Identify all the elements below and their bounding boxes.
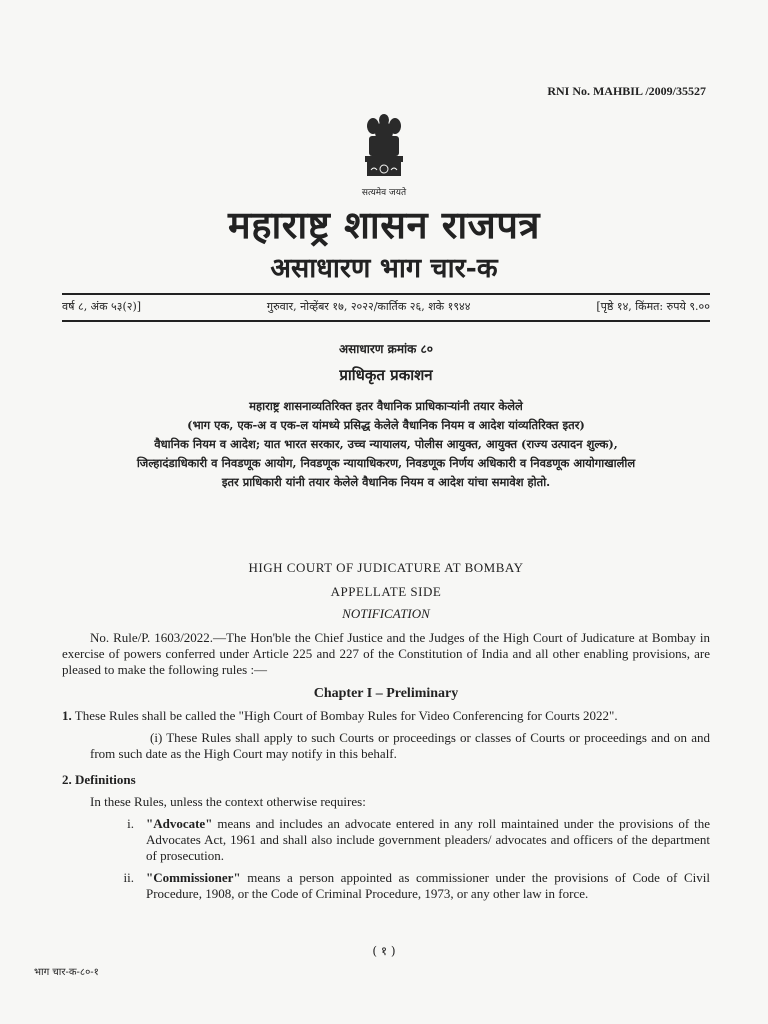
notification-preamble: No. Rule/P. 1603/2022.—The Hon'ble the Chief Justice and the Judges of the High Court of Judicature at Bombay in exercise of powers conferred under Article 225 and 227 of the Constitution of India and all other enabling provisions, are pleased to make the following rules :— (62, 630, 710, 677)
gazette-description-line: इतर प्राधिकारी यांनी तयार केलेले वैधानिक नियम व आदेश यांचा समावेश होतो. (221, 475, 551, 489)
rni-number: RNI No. MAHBIL /2009/35527 (547, 84, 706, 98)
definition-number: ii. (123, 870, 134, 885)
rule-1-subclause: (i) These Rules shall apply to such Courts or proceedings or classes of Courts or proceedings and on and from such date as the High Court may notify in this behalf. (90, 730, 710, 761)
rule-2-intro: In these Rules, unless the context otherwise requires: (90, 794, 366, 809)
gazette-header-block (62, 340, 710, 492)
gazette-subtitle: असाधारण भाग चार-क (270, 253, 498, 284)
definition-text (146, 816, 710, 864)
issue-volume: वर्ष ८, अंक ५३(२)] (62, 300, 142, 313)
definition-term: "Commissioner" (146, 870, 241, 885)
page-number: ( १ ) (372, 944, 396, 958)
definition-item (62, 870, 710, 902)
definition-number: i. (127, 816, 134, 831)
notification-body (62, 560, 710, 908)
emblem-motto: सत्यमेव जयते (361, 188, 407, 198)
rule-1-text: These Rules shall be called the "High Court of Bombay Rules for Video Conferencing for Courts 2022". (74, 708, 618, 723)
issue-price: [पृष्ठे १४, किंमत: रुपये ९.०० (596, 300, 710, 313)
court-side: APPELLATE SIDE (330, 584, 442, 599)
notification-heading: NOTIFICATION (342, 606, 430, 621)
definitions-list (62, 816, 710, 902)
definition-item (62, 816, 710, 864)
gazette-description-line: वैधानिक नियम व आदेश; यात भारत सरकार, उच्च न्यायालय, पोलीस आयुक्त, आयुक्त (राज्य उत्पादन शुल्क), (154, 437, 618, 451)
authorized-publication: प्राधिकृत प्रकाशन (339, 366, 433, 384)
definition-body: means and includes an advocate entered in any roll maintained under the provisions of the Advocates Act, 1961 and shall also include government pleaders/ advocates and officers of the department of prosecution. (146, 816, 710, 863)
definition-body: means a person appointed as commissioner under the provisions of Code of Civil Procedure, 1908, or the Code of Criminal Procedure, 1973, or any other law in force. (146, 870, 710, 901)
chapter-heading: Chapter I – Preliminary (313, 686, 459, 701)
rule-1-number: 1. (62, 708, 72, 723)
definition-term: "Advocate" (146, 816, 213, 831)
rule-1 (62, 708, 710, 724)
gazette-description-line: जिल्हादंडाधिकारी व निवडणूक आयोग, निवडणूक न्यायाधिकरण, निवडणूक निर्णय अधिकारी व निवडणूक आयोगाखालील (136, 456, 636, 470)
rule-2-heading: 2. Definitions (62, 772, 136, 787)
footer-code: भाग चार-क-८०-१ (34, 967, 99, 978)
gazette-title: महाराष्ट्र शासन राजपत्र (228, 202, 540, 247)
definition-text (146, 870, 710, 902)
gazette-description-line: (भाग एक, एक-अ व एक-ल यांमध्ये प्रसिद्ध केलेले वैधानिक नियम व आदेश यांव्यतिरिक्त इतर) (187, 418, 585, 432)
issue-info-bar (62, 293, 710, 322)
court-name: HIGH COURT OF JUDICATURE AT BOMBAY (248, 560, 524, 575)
gazette-description-line: महाराष्ट्र शासनाव्यतिरिक्त इतर वैधानिक प्राधिकाऱ्यांनी तयार केलेले (249, 399, 523, 413)
issue-date: गुरुवार, नोव्हेंबर १७, २०२२/कार्तिक २६, शके १९४४ (266, 300, 471, 313)
extraordinary-number: असाधारण क्रमांक ८० (338, 342, 433, 356)
national-emblem-icon (361, 110, 407, 194)
